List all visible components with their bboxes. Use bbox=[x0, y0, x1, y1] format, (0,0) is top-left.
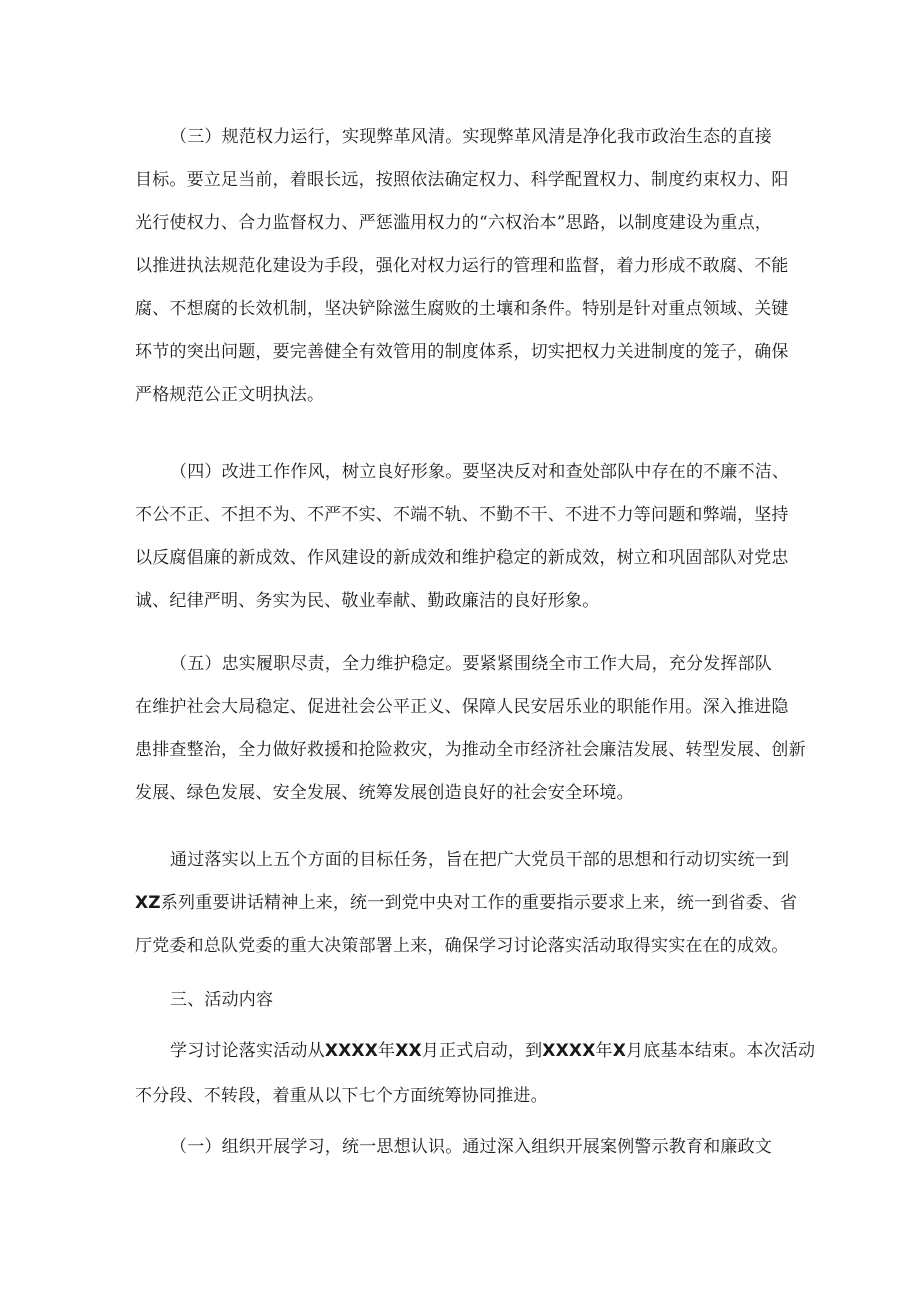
activity-seg-3: 月正式启动，到 bbox=[421, 1041, 543, 1061]
summary-line-3: 厅党委和总队党委的重大决策部署上来，确保学习讨论落实活动取得实实在在的成效。 bbox=[135, 936, 789, 956]
activity-seg-1: 学习讨论落实活动从 bbox=[170, 1041, 325, 1061]
activity-seg-4: 年 bbox=[595, 1041, 613, 1061]
activity-bold-4: X bbox=[612, 1041, 627, 1061]
para3-line-3: 光行使权力、合力监督权力、严惩滥用权力的“六权治本”思路，以制度建设为重点， bbox=[135, 213, 772, 233]
para4-line-2: 不公不正、不担不为、不严不实、不端不轨、不勤不干、不进不力等问题和弊端，坚持 bbox=[135, 505, 789, 525]
para5-line-3: 患排查整治，全力做好救援和抢险救灾，为推动全市经济社会廉洁发展、转型发展、创新 bbox=[135, 740, 806, 760]
section-heading: 三、活动内容 bbox=[170, 990, 274, 1010]
para5-line-1: （五）忠实履职尽责，全力维护稳定。要紧紧围绕全市工作大局，充分发挥部队 bbox=[170, 654, 772, 674]
item1-line-1: （一）组织开展学习，统一思想认识。通过深入组织开展案例警示教育和廉政文 bbox=[170, 1137, 772, 1157]
summary-line-2 bbox=[135, 891, 805, 915]
para3-line-6: 环节的突出问题，要完善健全有效管用的制度体系，切实把权力关进制度的笼子，确保 bbox=[135, 342, 789, 362]
para4-line-3: 以反腐倡廉的新成效、作风建设的新成效和维护稳定的新成效，树立和巩固部队对党忠 bbox=[135, 548, 789, 568]
activity-bold-1: XXXX bbox=[324, 1041, 379, 1061]
activity-bold-2: XX bbox=[395, 1041, 422, 1061]
para3-line-4: 以推进执法规范化建设为手段，强化对权力运行的管理和监督，着力形成不敢腐、不能 bbox=[135, 256, 789, 276]
para4-line-1: （四）改进工作作风，树立良好形象。要坚决反对和查处部队中存在的不廉不洁、 bbox=[170, 462, 790, 482]
summary-line-1: 通过落实以上五个方面的目标任务，旨在把广大党员干部的思想和行动切实统一到 bbox=[170, 850, 790, 870]
activity-seg-5: 月底基本结束。本次活动 bbox=[626, 1041, 816, 1061]
para5-line-4: 发展、绿色发展、安全发展、统筹发展创造良好的社会安全环境。 bbox=[135, 783, 634, 803]
para4-line-4: 诚、纪律严明、务实为民、敬业奉献、勤政廉洁的良好形象。 bbox=[135, 591, 600, 611]
activity-line-2: 不分段、不转段，着重从以下七个方面统筹协同推进。 bbox=[135, 1086, 548, 1106]
activity-seg-2: 年 bbox=[378, 1041, 396, 1061]
summary-line-2-text: 系列重要讲话精神上来，统一到党中央对工作的重要指示要求上来，统一到省委、省 bbox=[160, 893, 798, 913]
para3-line-2: 目标。要立足当前，着眼长远，按照依法确定权力、科学配置权力、制度约束权力、阳 bbox=[135, 170, 789, 190]
activity-bold-3: XXXX bbox=[542, 1041, 596, 1061]
para3-line-7: 严格规范公正文明执法。 bbox=[135, 385, 325, 405]
para5-line-2: 在维护社会大局稳定、促进社会公平正义、保障人民安居乐业的职能作用。深入推进隐 bbox=[135, 697, 789, 717]
para3-line-1: （三）规范权力运行，实现弊革风清。实现弊革风清是净化我市政治生态的直接 bbox=[170, 127, 772, 147]
summary-bold-term: XZ bbox=[135, 893, 161, 913]
activity-line-1 bbox=[170, 1039, 840, 1063]
para3-line-5: 腐、不想腐的长效机制，坚决铲除滋生腐败的土壤和条件。特别是针对重点领域、关键 bbox=[135, 299, 789, 319]
